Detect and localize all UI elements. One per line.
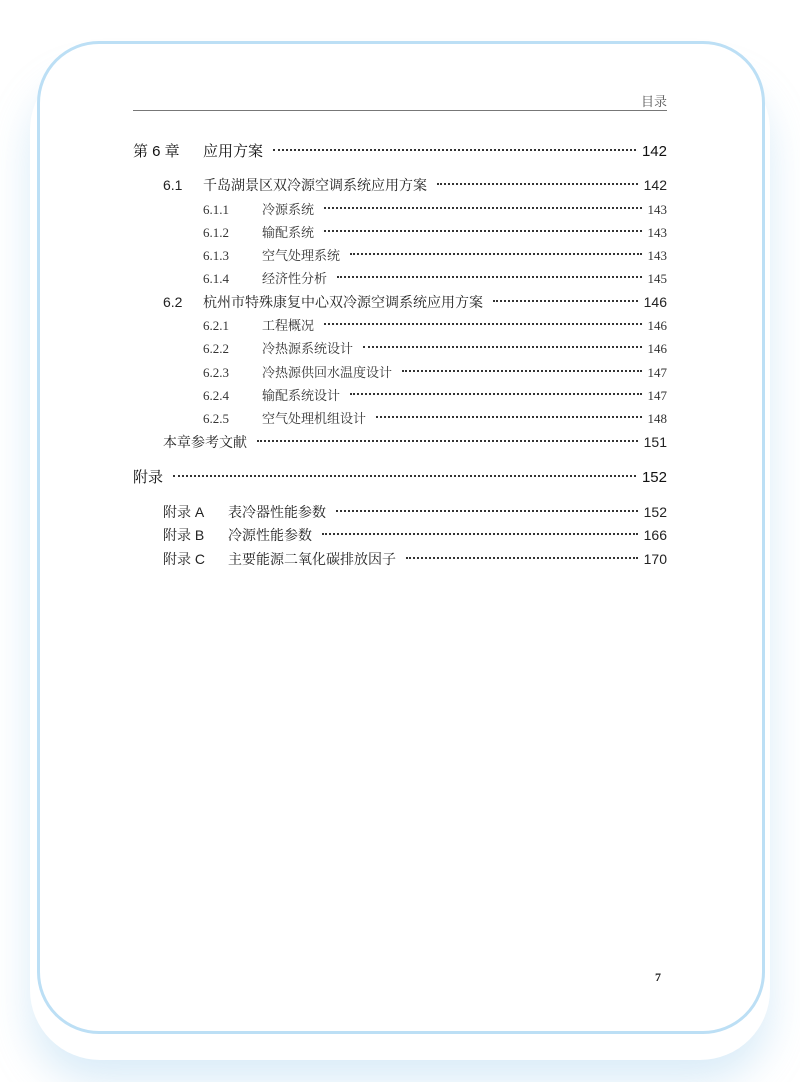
dot-leader [324,207,641,209]
toc-entry[interactable] [133,174,667,197]
toc-entry-page: 151 [643,433,667,450]
dot-leader [273,149,636,151]
toc-entry-title: 杭州市特殊康复中心双冷源空调系统应用方案 [203,293,483,310]
toc-entry-page: 146 [643,293,667,310]
toc-entry-title: 空气处理机组设计 [262,411,367,427]
dot-leader [324,230,641,232]
toc-entry[interactable] [133,314,667,337]
dot-leader [493,300,638,302]
toc-entry-page: 143 [647,224,667,240]
toc-entry-number: 附录 B [163,527,205,544]
toc-entry[interactable] [133,221,667,244]
dot-leader [173,475,636,477]
toc-entry-number: 6.2 [163,293,183,310]
toc-entry-page: 147 [647,387,667,403]
toc-entry-page: 148 [647,411,667,427]
toc-entry[interactable] [133,337,667,360]
toc-entry[interactable] [133,267,667,290]
toc-entry-title: 冷热源系统设计 [262,341,354,357]
dot-leader [350,253,641,255]
toc-entry-title: 冷源性能参数 [228,527,312,544]
toc-entry-number: 6.1 [163,177,183,194]
toc-entry-title: 冷热源供回水温度设计 [262,364,393,380]
toc-entry-page: 152 [641,468,667,486]
toc-entry[interactable] [133,407,667,430]
toc-entry[interactable] [133,431,667,454]
toc-entry-title: 工程概况 [262,318,315,334]
table-of-contents [133,140,667,571]
toc-entry-page: 143 [647,248,667,264]
toc-entry-title: 表冷器性能参数 [228,504,326,521]
toc-entry-title: 输配系统 [262,224,315,240]
toc-entry-page: 146 [647,318,667,334]
toc-entry-page: 170 [643,550,667,567]
toc-entry-page: 152 [643,504,667,521]
dot-leader [406,557,638,559]
toc-entry-title: 千岛湖景区双冷源空调系统应用方案 [203,177,427,194]
toc-entry[interactable] [133,524,667,547]
toc-entry-number: 6.2.3 [203,364,229,380]
toc-entry-number: 6.1.4 [203,271,229,287]
dot-leader [337,276,641,278]
page-number: 7 [655,970,661,984]
toc-entry-page: 142 [643,177,667,194]
toc-entry-page: 166 [643,527,667,544]
toc-entry[interactable] [133,384,667,407]
toc-entry-page: 146 [647,341,667,357]
toc-entry-number: 6.1.3 [203,248,229,264]
toc-entry-number: 第 6 章 [133,143,180,160]
dot-leader [336,510,638,512]
dot-leader [437,183,638,185]
toc-entry-number: 6.1.2 [203,224,229,240]
toc-entry-title: 冷源系统 [262,201,315,217]
dot-leader [350,393,641,395]
toc-entry-number: 6.2.1 [203,318,229,334]
toc-entry[interactable] [133,361,667,384]
toc-entry-title: 经济性分析 [262,271,328,287]
toc-entry-page: 145 [647,271,667,287]
running-header: 目录 [640,94,667,109]
toc-entry-page: 142 [641,143,667,160]
toc-entry-page: 147 [647,364,667,380]
dot-leader [376,416,641,418]
toc-entry[interactable] [133,140,667,163]
toc-entry-number: 6.2.4 [203,387,229,403]
dot-leader [257,440,638,442]
toc-entry[interactable] [133,466,667,489]
toc-entry-number: 附录 A [163,504,205,521]
toc-entry-title: 空气处理系统 [262,248,341,264]
toc-entry-number: 6.1.1 [203,201,229,217]
toc-entry[interactable] [133,198,667,221]
toc-entry-title: 输配系统设计 [262,387,341,403]
dot-leader [363,346,641,348]
toc-entry-number: 6.2.2 [203,341,229,357]
toc-entry-title: 应用方案 [203,143,264,160]
toc-entry[interactable] [133,548,667,571]
dot-leader [322,533,638,535]
toc-entry-title: 主要能源二氧化碳排放因子 [228,550,396,567]
toc-entry-page: 143 [647,201,667,217]
toc-entry[interactable] [133,291,667,314]
header-rule [133,110,667,111]
toc-entry-title: 本章参考文献 [163,433,247,450]
toc-entry-number: 附录 C [163,550,205,567]
toc-entry-number: 6.2.5 [203,411,229,427]
toc-entry-title: 附录 [133,468,164,486]
dot-leader [324,323,641,325]
toc-entry[interactable] [133,501,667,524]
toc-entry[interactable] [133,244,667,267]
dot-leader [402,370,641,372]
